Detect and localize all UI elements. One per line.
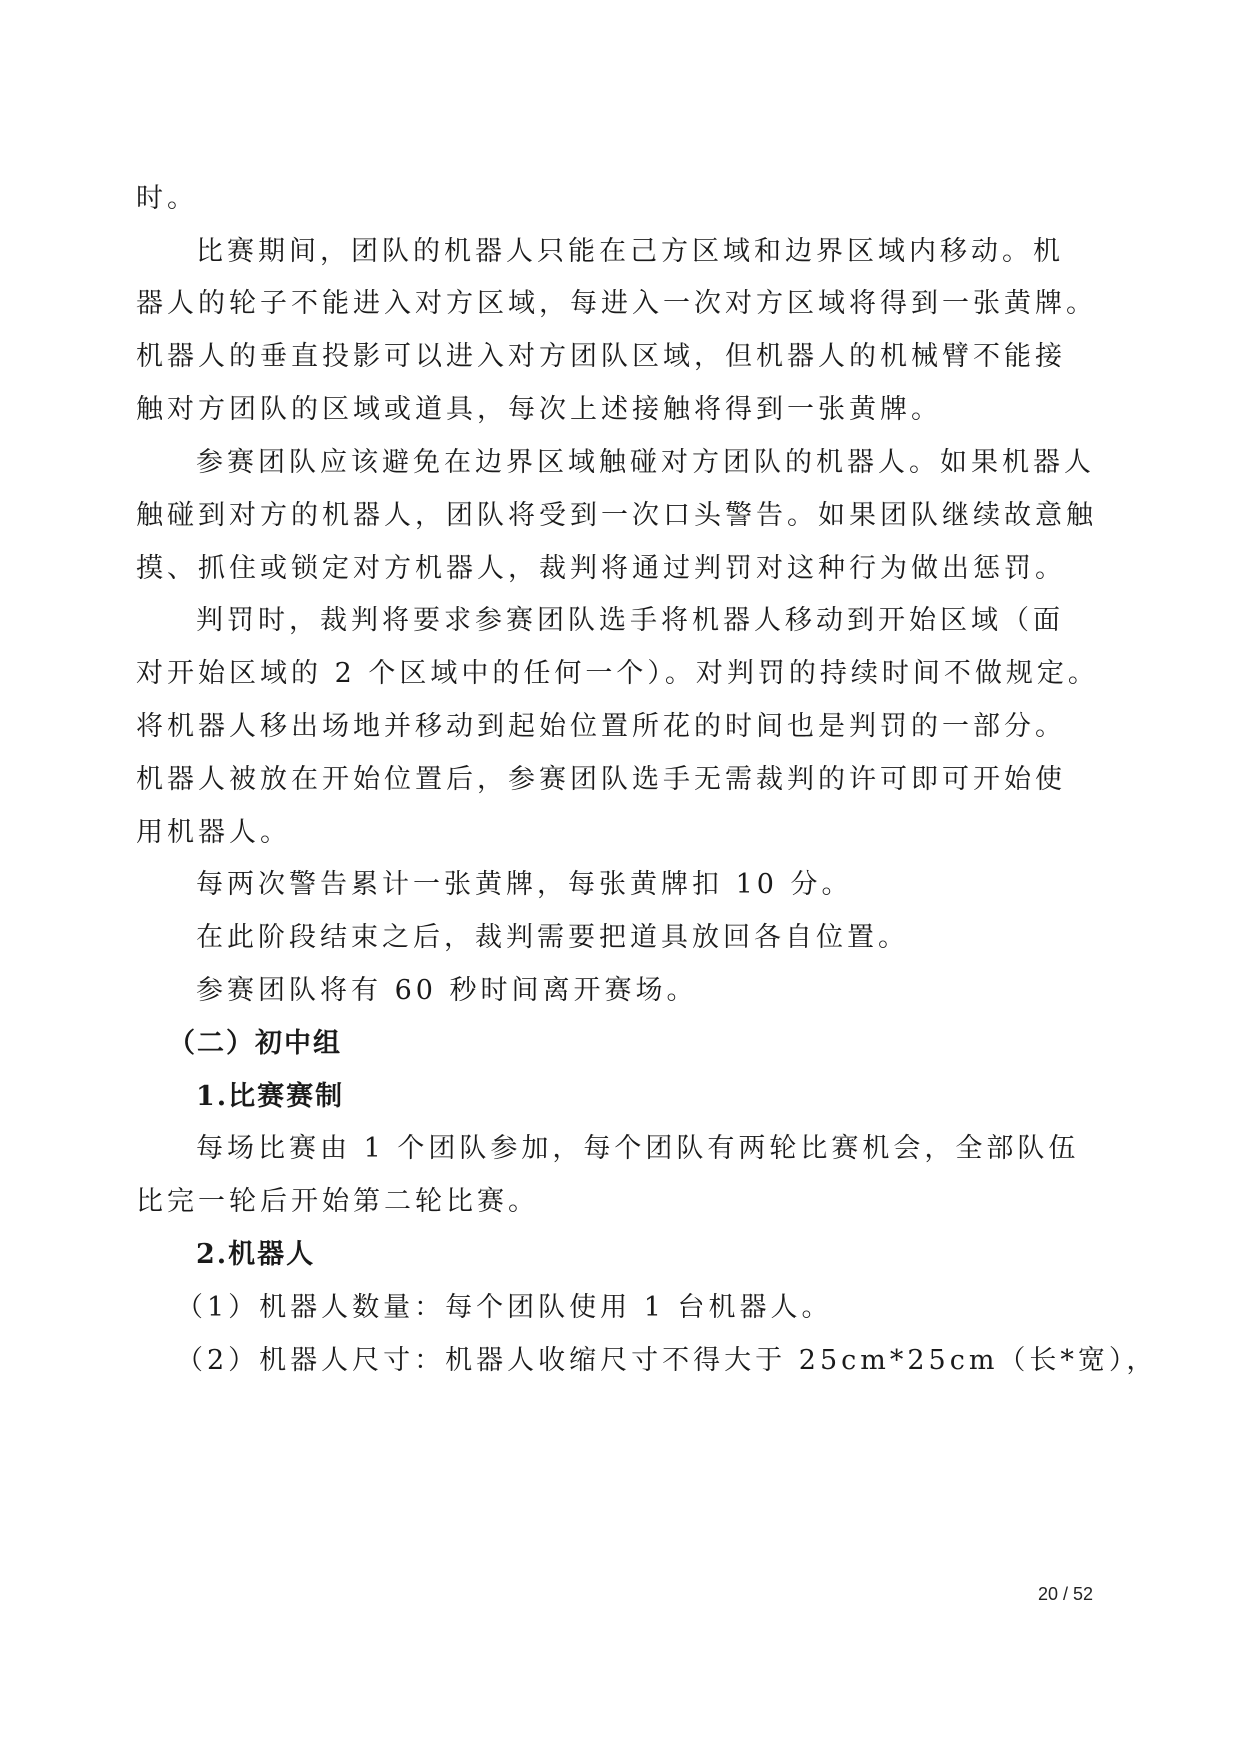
subheading-robot: 2.机器人 [196,1239,316,1270]
movement-rules-line-1: 比赛期间，团队的机器人只能在己方区域和边界区域内移动。机 [196,236,1064,267]
competition-format-line-1: 每场比赛由 1 个团队参加，每个团队有两轮比赛机会，全部队伍 [196,1133,1080,1164]
paragraph-continuation-line: 时。 [136,183,198,214]
contact-rules-line-3: 摸、抓住或锁定对方机器人，裁判将通过判罚对这种行为做出惩罚。 [136,553,1066,584]
movement-rules-line-4: 触对方团队的区域或道具，每次上述接触将得到一张黄牌。 [136,394,942,425]
leave-field-rule: 参赛团队将有 60 秒时间离开赛场。 [196,975,698,1006]
section-heading-junior-high: （二）初中组 [168,1028,342,1059]
contact-rules-line-2: 触碰到对方的机器人，团队将受到一次口头警告。如果团队继续故意触 [136,500,1097,531]
penalty-line-2: 对开始区域的 2 个区域中的任何一个）。对判罚的持续时间不做规定。 [136,658,1099,689]
penalty-line-1: 判罚时，裁判将要求参赛团队选手将机器人移动到开始区域（面 [196,605,1064,636]
movement-rules-line-2: 器人的轮子不能进入对方区域，每进入一次对方区域将得到一张黄牌。 [136,288,1097,319]
competition-format-line-2: 比完一轮后开始第二轮比赛。 [136,1186,539,1217]
robot-size-item: （2）机器人尺寸：机器人收缩尺寸不得大于 25cm*25cm（长*宽）， [176,1345,1158,1376]
contact-rules-line-1: 参赛团队应该避免在边界区域触碰对方团队的机器人。如果机器人 [196,447,1095,478]
page-number: 20 / 52 [1038,1584,1094,1604]
props-reset-rule: 在此阶段结束之后，裁判需要把道具放回各自位置。 [196,922,909,953]
robot-quantity-item: （1）机器人数量：每个团队使用 1 台机器人。 [176,1292,833,1323]
subheading-competition-format: 1.比赛赛制 [196,1081,345,1112]
movement-rules-line-3: 机器人的垂直投影可以进入对方团队区域，但机器人的机械臂不能接 [136,341,1066,372]
penalty-line-4: 机器人被放在开始位置后，参赛团队选手无需裁判的许可即可开始使 [136,764,1066,795]
penalty-line-5: 用机器人。 [136,817,291,848]
yellow-card-rule: 每两次警告累计一张黄牌，每张黄牌扣 10 分。 [196,869,853,900]
penalty-line-3: 将机器人移出场地并移动到起始位置所花的时间也是判罚的一部分。 [136,711,1066,742]
